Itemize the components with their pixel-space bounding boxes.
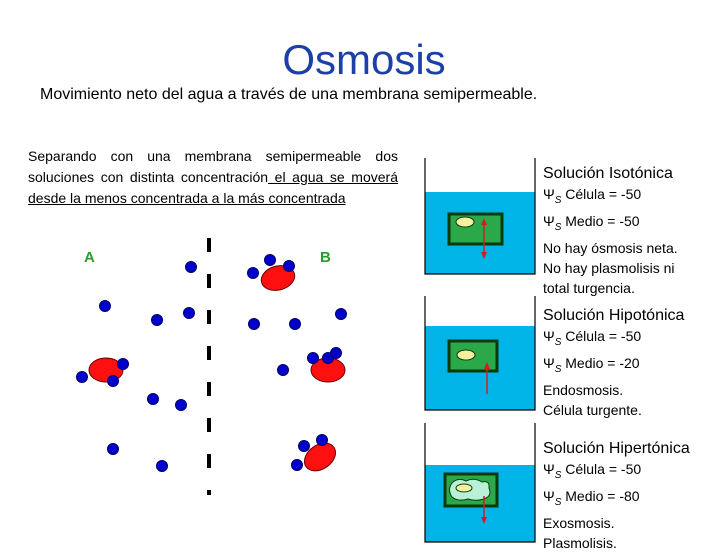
psi-medio: $\Psi_S$ Medio = -80 [543,487,640,508]
water-molecule [118,359,129,370]
beaker-isotonic [425,158,535,274]
note-line: Endosmosis. [543,381,624,398]
water-molecule [284,261,295,272]
label-a: A [84,249,95,266]
water-molecule [317,435,328,446]
panel-isotonic [543,164,678,298]
psi-cell: $\Psi_S$ Célula = -50 [543,328,642,348]
note-line: Exosmosis. [543,514,615,531]
panel-hypertonic [543,439,690,553]
water-molecule [176,400,187,411]
page-title: Osmosis [282,36,446,83]
nucleus [457,350,475,360]
water-molecule [148,394,159,405]
water-molecule [100,301,111,312]
water-molecule [77,372,88,383]
intro-part1: Separando con una membrana semipermeable dos soluciones con distinta concentración [28,148,398,185]
intro-part2: el agua se moverá desde la menos concentrada [28,169,398,206]
cell [449,214,502,244]
panel-hypotonic [543,306,684,420]
note-line: Plasmolisis. [543,534,617,551]
label-b: B [320,249,331,266]
psi-cell: $\Psi_S$ Célula = -50 [543,186,642,206]
molecules-group [77,255,347,477]
subtitle: Movimiento neto del agua a través de una membrana semipermeable. [40,86,538,103]
panel-title: Solución Isotónica [543,165,673,182]
note-line: No hay plasmolisis ni [543,259,675,276]
beaker-hypertonic [425,423,535,542]
note-line: No hay ósmosis neta. [543,239,678,256]
nucleus [456,217,474,227]
water-molecule [292,460,303,471]
water-molecule [152,315,163,326]
water-molecule [186,262,197,273]
psi-cell: $\Psi_S$ Célula = -50 [543,461,642,481]
water-molecule [299,441,310,452]
psi-medio: $\Psi_S$ Medio = -20 [543,354,640,375]
water-molecule [336,309,347,320]
water-molecule [290,319,301,330]
water-molecule [249,319,260,330]
water-molecule [331,348,342,359]
intro-part3: a la más concentrada [207,190,346,206]
beaker-hypotonic [425,296,535,410]
panel-title: Solución Hipotónica [543,307,685,324]
note-line: total turgencia. [543,279,635,296]
nucleus [456,484,472,492]
water-molecule [184,308,195,319]
panel-title: Solución Hipertónica [543,440,690,457]
water-molecule [278,365,289,376]
water-molecule [108,444,119,455]
note-line: Célula turgente. [543,401,642,418]
water-molecule [308,353,319,364]
water-molecule [248,268,259,279]
water-molecule [265,255,276,266]
water-molecule [108,376,119,387]
water-molecule [157,461,168,472]
psi-medio: $\Psi_S$ Medio = -50 [543,212,640,233]
